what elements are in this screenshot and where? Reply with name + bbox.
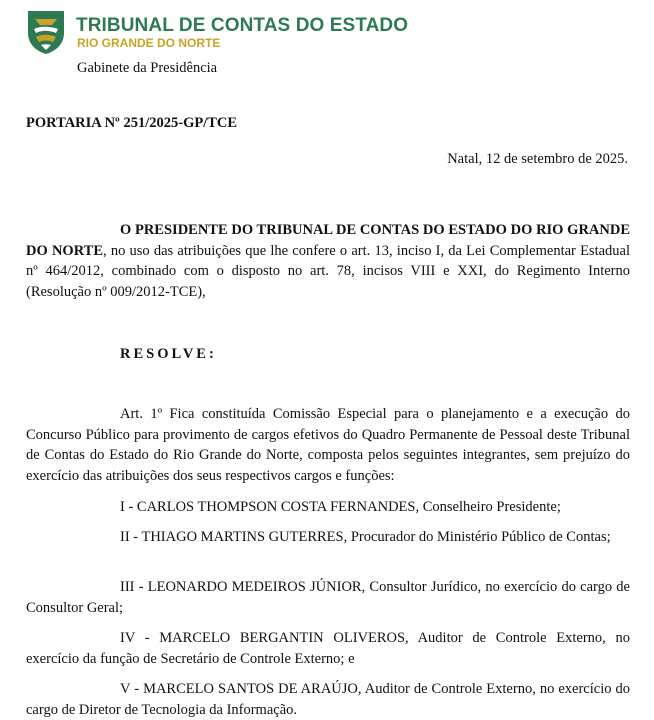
member-item: III - LEONARDO MEDEIROS JÚNIOR, Consultor Jurídico, no exercício do cargo de Consultor Geral; xyxy=(26,579,630,616)
member-item: IV - MARCELO BERGANTIN OLIVEROS, Auditor de Controle Externo, no exercício da função de Secretário de Controle Externo; e xyxy=(26,630,630,667)
member-item: II - THIAGO MARTINS GUTERRES, Procurador do Ministério Público de Contas; xyxy=(120,529,611,545)
tce-logo-icon xyxy=(26,9,66,55)
org-state: RIO GRANDE DO NORTE xyxy=(77,36,221,50)
letterhead xyxy=(26,9,626,79)
document-date: Natal, 12 de setembro de 2025. xyxy=(447,151,628,167)
resolve-heading: RESOLVE: xyxy=(120,346,217,362)
article-1: Art. 1º Fica constituída Comissão Especial para o planejamento e a execução do Concurso Público para provimento de cargos efetivos do Quadro Permanente de Pessoal deste Tribunal de Contas do Estado do Rio Grande do Norte, composta pelos seguintes integrantes, sem prejuízo do exercício das atribuições dos seus respectivos cargos e funções: xyxy=(26,406,630,484)
document-title: PORTARIA Nº 251/2025-GP/TCE xyxy=(26,115,238,131)
preamble-paragraph xyxy=(26,220,630,302)
member-item: I - CARLOS THOMPSON COSTA FERNANDES, Conselheiro Presidente; xyxy=(120,499,561,515)
office-name: Gabinete da Presidência xyxy=(77,60,218,76)
preamble-text: , no uso das atribuições que lhe confere o art. 13, inciso I, da Lei Complementar Estadual nº 464/2012, combinado com o disposto no art. 78, incisos VIII e XXI, do Regimento Interno (Resolução nº 009/2012-TCE), xyxy=(26,242,630,300)
member-item: V - MARCELO SANTOS DE ARAÚJO, Auditor de Controle Externo, no exercício do cargo de Diretor de Tecnologia da Informação. xyxy=(26,681,630,718)
preamble-bold: O PRESIDENTE DO TRIBUNAL DE CONTAS DO ESTADO DO RIO GRANDE DO NORTE xyxy=(26,222,630,259)
org-name: TRIBUNAL DE CONTAS DO ESTADO xyxy=(76,15,409,36)
